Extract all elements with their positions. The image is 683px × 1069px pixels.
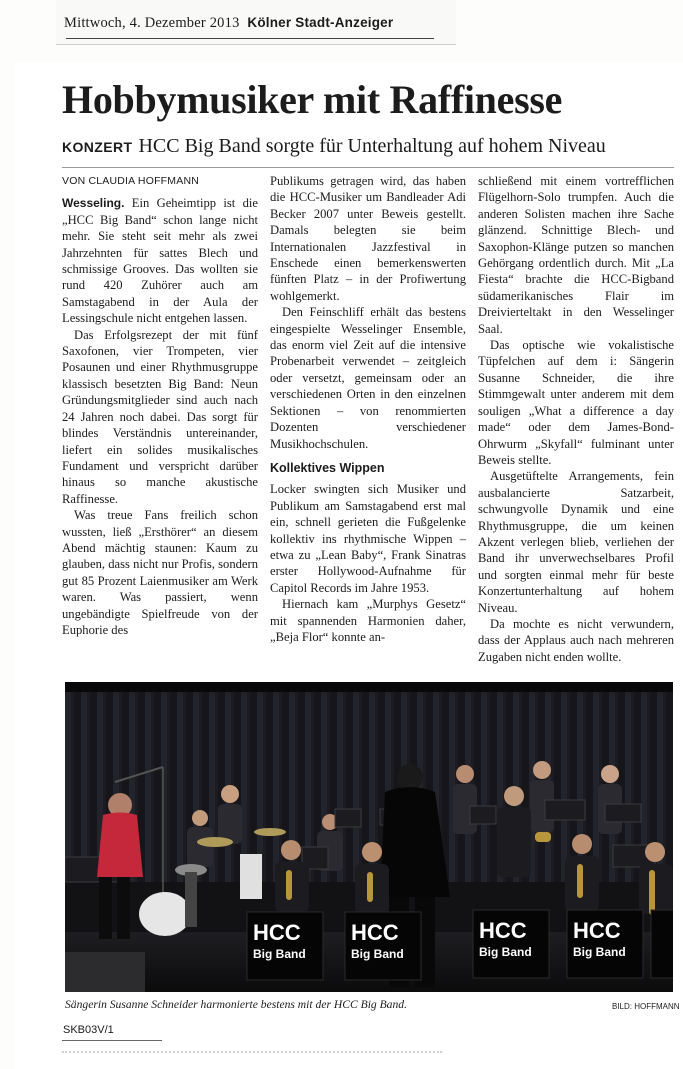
byline: VON CLAUDIA HOFFMANN bbox=[62, 175, 200, 187]
issue-date: Mittwoch, 4. Dezember 2013 bbox=[64, 15, 240, 31]
article-column-3 bbox=[478, 173, 674, 665]
lead-text: Ein Geheimtipp ist die „HCC Big Band“ schon lange nicht mehr. Sie steht seit mehr als zwei Jahrzehnten für sattes Blech und schmissige Grooves. Das wollten sie rund 420 Zuhörer auch am Samstagabend in der Aula der Lessingschule nicht entgehen lassen. bbox=[62, 196, 258, 326]
stand-big-band: Big Band bbox=[351, 947, 404, 961]
section-subhead: Kollektives Wippen bbox=[270, 460, 385, 475]
paragraph: Hiernach kam „Murphys Gesetz“ mit spannenden Harmonien daher, „Beja Flor“ konnte an- bbox=[270, 597, 466, 644]
paragraph: Das Erfolgsrezept der mit fünf Saxofonen, vier Trompeten, vier Posaunen und einer Rhythmusgruppe klassisch besetzten Big Band: Neun Gründungsmitglieder sind auch nach 24 Jahren noch dabei. Das sorgt für blindes Verständnis untereinander, liefert ein solides musikalisches Fundament und verspricht darüber hinaus so manche akustische Raffinesse. bbox=[62, 327, 258, 506]
paragraph: Locker swingten sich Musiker und Publikum am Samstagabend erst mal ein, schnell gerieten die Fußgelenke kollektiv ins rhythmische Wippen – etwa zu „Lean Baby“, Frank Sinatras erster Hollywood-Aufnahme für Capitol Records im Jahre 1953. bbox=[270, 482, 466, 595]
paragraph: Was treue Fans freilich schon wussten, ließ „Ersthörer“ an diesem Abend mächtig staunen: Kaum zu glauben, dass nicht nur Profis, sondern gut 85 Prozent Laienmusiker am Werk waren. Was passiert, wenn ungebändigte Spielfreude von der Euphorie des bbox=[62, 508, 258, 637]
kicker: KONZERT bbox=[62, 139, 133, 155]
photo-caption: Sängerin Susanne Schneider harmonierte bestens mit der HCC Big Band. bbox=[65, 998, 407, 1011]
footer-rule bbox=[62, 1040, 162, 1041]
header-rule bbox=[66, 38, 434, 39]
article-column-1 bbox=[62, 173, 258, 638]
dateline bbox=[64, 15, 393, 32]
photo-credit: BILD: HOFFMANN bbox=[612, 1002, 680, 1011]
paragraph: Das optische wie vokalistische Tüpfelchen auf dem i: Sängerin Susanne Schneider, die ihre Stimmgewalt unter anderem mit dem souligen „What a difference a day made“ oder dem James-Bond-Ohrwurm „Skyfall“ fulminant unter Beweis stellte. bbox=[478, 338, 674, 467]
stand-hcc: HCC bbox=[573, 918, 621, 943]
paragraph: Den Feinschliff erhält das bestens eingespielte Wesselinger Ensemble, das enorm viel Zeit auf die intensive Probenarbeit verwendet – zeitgleich oder versetzt, gemeinsam oder an verschiedenen Orten in den einzelnen Sektionen – von renommierten Dozenten verschiedener Musikhochschulen. bbox=[270, 305, 466, 451]
band-photo bbox=[65, 682, 673, 992]
paragraph: Ausgetüftelte Arrangements, fein ausbalancierte Satzarbeit, schwungvolle Dynamik und eine Rhythmusgruppe, die um keinen Akzent verlegen blieb, verliehen der Band ihr unverwechselbares Profil und sorgten einmal mehr für beste Konzertunterhaltung auf hohem Niveau. bbox=[478, 469, 674, 615]
band-photo-illustration bbox=[65, 682, 673, 992]
stand-big-band: Big Band bbox=[573, 945, 626, 959]
scan-mark bbox=[62, 1051, 442, 1053]
stage-monitor bbox=[65, 952, 145, 992]
placeline: Wesseling. bbox=[62, 196, 125, 211]
stand-big-band: Big Band bbox=[253, 947, 306, 961]
subheadline: HCC Big Band sorgte für Unterhaltung auf hohem Niveau bbox=[138, 135, 606, 157]
headline: Hobbymusiker mit Raffinesse bbox=[62, 77, 563, 122]
subheadline-row bbox=[62, 135, 682, 158]
paragraph: schließend mit einem vortrefflichen Flügelhorn-Solo trumpfen. Auch die anderen Solisten machen ihre Sache glänzend. Schnittige Blech- und Saxophon-Klänge putzen so manchen Gehörgang ordentlich durch. Mit „La Fiesta“ brachte die HCC-Bigband südamerikanisches Flair im Dreivierteltakt in den Wesselinger Saal. bbox=[478, 174, 674, 336]
headline-divider bbox=[62, 167, 674, 168]
lead-paragraph bbox=[62, 195, 258, 326]
stand-hcc: HCC bbox=[351, 920, 399, 945]
stand-big-band: Big Band bbox=[479, 945, 532, 959]
page-code: SKB03V/1 bbox=[63, 1024, 114, 1036]
stand-hcc: HCC bbox=[253, 920, 301, 945]
newspaper-name: Kölner Stadt-Anzeiger bbox=[247, 15, 394, 30]
article-column-2 bbox=[270, 173, 466, 645]
stand-hcc: HCC bbox=[479, 918, 527, 943]
paragraph: Publikums getragen wird, das haben die HCC-Musiker um Bandleader Adi Becker 2007 unter Beweis gestellt. Damals belegten sie beim Internationalen Jazzfestival in Enschede einen bemerkenswerten fünften Platz – in der Profiwertung wohlgemerkt. bbox=[270, 174, 466, 303]
paragraph: Da mochte es nicht verwundern, dass der Applaus auch nach mehreren Zugaben nicht enden wollte. bbox=[478, 616, 674, 664]
